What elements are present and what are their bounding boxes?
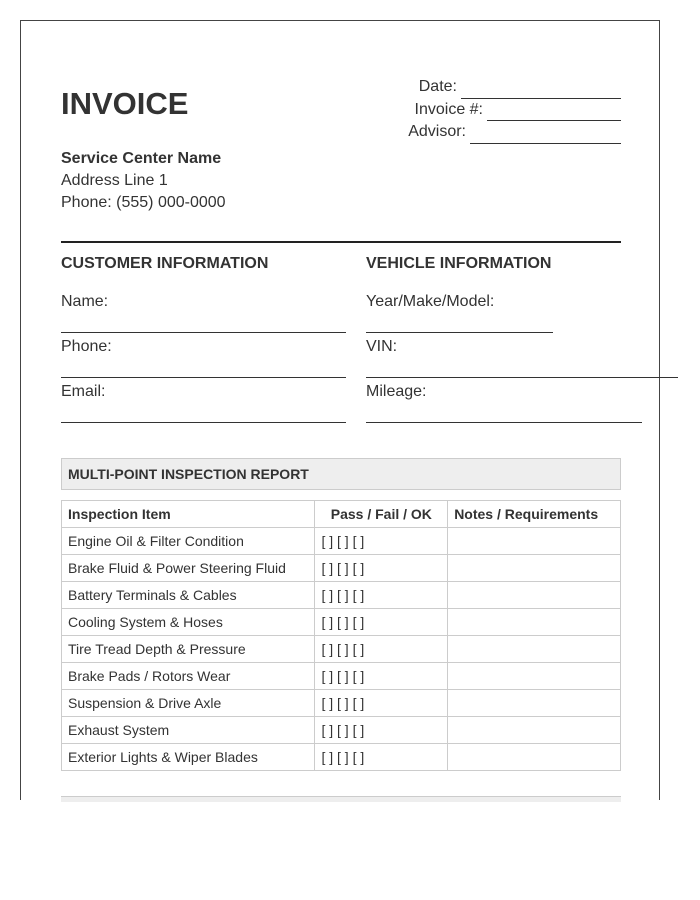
inspection-item-cell: Exhaust System — [62, 717, 315, 744]
page-title: INVOICE — [61, 86, 189, 121]
notes-cell[interactable] — [448, 555, 621, 582]
status-checkbox-cell[interactable]: [ ] [ ] [ ] — [315, 663, 448, 690]
customer-name-label: Name: — [61, 293, 109, 310]
status-checkbox-cell[interactable]: [ ] [ ] [ ] — [315, 744, 448, 771]
invoice-number-label: Invoice #: — [414, 100, 483, 118]
notes-cell[interactable] — [448, 636, 621, 663]
status-checkbox-cell[interactable]: [ ] [ ] [ ] — [315, 609, 448, 636]
customer-email-label: Email: — [61, 383, 106, 400]
customer-name-field[interactable] — [61, 332, 346, 333]
vehicle-vin-label: VIN: — [366, 338, 398, 355]
vehicle-heading: VEHICLE INFORMATION — [366, 255, 552, 272]
vehicle-ymm-label: Year/Make/Model: — [366, 293, 495, 310]
table-row — [62, 582, 621, 609]
status-checkbox-cell[interactable]: [ ] [ ] [ ] — [315, 528, 448, 555]
table-row — [62, 636, 621, 663]
notes-cell[interactable] — [448, 528, 621, 555]
notes-cell[interactable] — [448, 744, 621, 771]
table-row — [62, 528, 621, 555]
inspection-item-cell: Brake Pads / Rotors Wear — [62, 663, 315, 690]
customer-phone-label: Phone: — [61, 338, 112, 355]
column-header-status: Pass / Fail / OK — [315, 501, 448, 528]
inspection-section-title: MULTI-POINT INSPECTION REPORT — [61, 458, 621, 490]
table-row — [62, 663, 621, 690]
inspection-table — [61, 500, 621, 771]
column-header-item: Inspection Item — [62, 501, 315, 528]
advisor-label: Advisor: — [408, 123, 466, 140]
customer-phone-field[interactable] — [61, 377, 346, 378]
table-row — [62, 690, 621, 717]
notes-cell[interactable] — [448, 609, 621, 636]
company-phone: Phone: (555) 000-0000 — [61, 194, 226, 211]
customer-email-field[interactable] — [61, 422, 346, 423]
inspection-item-cell: Battery Terminals & Cables — [62, 582, 315, 609]
header-divider — [61, 241, 621, 243]
customer-heading: CUSTOMER INFORMATION — [61, 255, 269, 272]
table-row — [62, 555, 621, 582]
inspection-item-cell: Exterior Lights & Wiper Blades — [62, 744, 315, 771]
table-row — [62, 744, 621, 771]
inspection-item-cell: Suspension & Drive Axle — [62, 690, 315, 717]
status-checkbox-cell[interactable]: [ ] [ ] [ ] — [315, 690, 448, 717]
status-checkbox-cell[interactable]: [ ] [ ] [ ] — [315, 636, 448, 663]
company-name: Service Center Name — [61, 150, 222, 167]
date-field[interactable] — [461, 82, 621, 99]
vehicle-ymm-field[interactable] — [366, 332, 553, 333]
notes-cell[interactable] — [448, 690, 621, 717]
invoice-meta — [408, 76, 621, 144]
inspection-item-cell: Tire Tread Depth & Pressure — [62, 636, 315, 663]
inspection-item-cell: Engine Oil & Filter Condition — [62, 528, 315, 555]
vehicle-mileage-label: Mileage: — [366, 383, 427, 400]
vehicle-mileage-field[interactable] — [366, 422, 642, 423]
date-row — [408, 76, 621, 99]
vehicle-vin-field[interactable] — [366, 377, 678, 378]
notes-cell[interactable] — [448, 582, 621, 609]
company-info — [61, 148, 226, 214]
status-checkbox-cell[interactable]: [ ] [ ] [ ] — [315, 582, 448, 609]
date-label: Date: — [418, 78, 457, 95]
inspection-item-cell: Cooling System & Hoses — [62, 609, 315, 636]
inspection-item-cell: Brake Fluid & Power Steering Fluid — [62, 555, 315, 582]
advisor-row — [408, 121, 621, 144]
column-header-notes: Notes / Requirements — [448, 501, 621, 528]
inspection-header-row — [62, 501, 621, 528]
notes-cell[interactable] — [448, 663, 621, 690]
table-row — [62, 717, 621, 744]
company-address: Address Line 1 — [61, 172, 168, 189]
table-row — [62, 609, 621, 636]
next-section-bar — [61, 796, 621, 802]
advisor-field[interactable] — [470, 127, 621, 144]
notes-cell[interactable] — [448, 717, 621, 744]
invoice-number-field[interactable] — [487, 104, 621, 121]
invoice-number-row — [408, 99, 621, 122]
status-checkbox-cell[interactable]: [ ] [ ] [ ] — [315, 555, 448, 582]
status-checkbox-cell[interactable]: [ ] [ ] [ ] — [315, 717, 448, 744]
